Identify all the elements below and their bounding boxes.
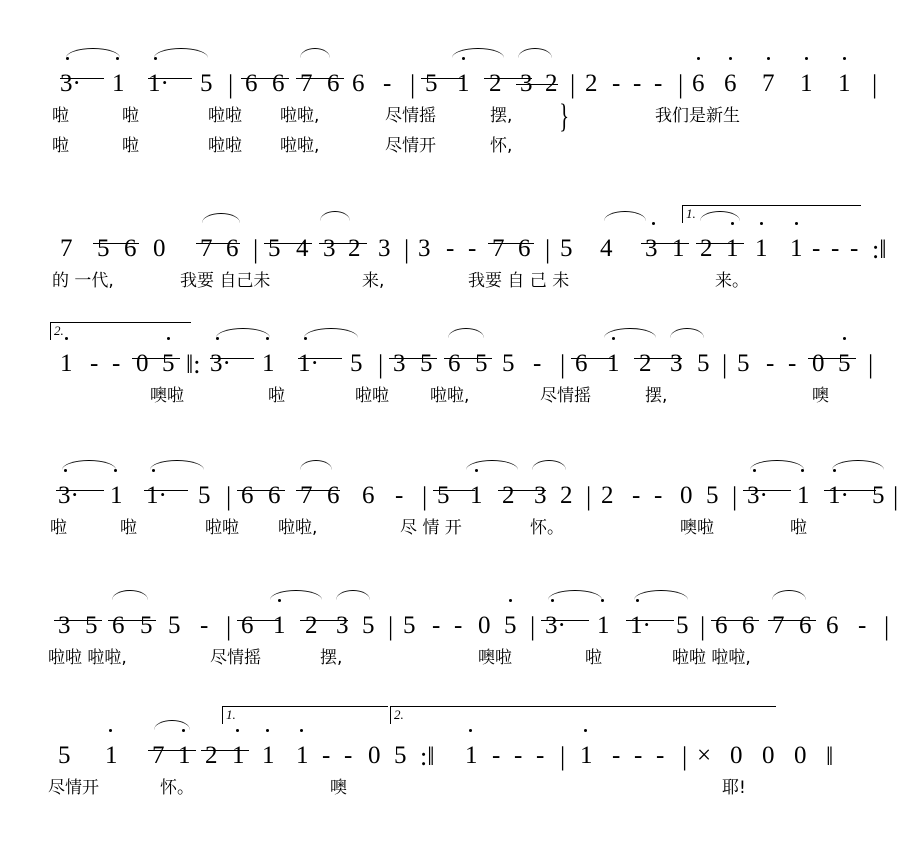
music-system-1 (0, 50, 904, 164)
note-token: 1 (457, 70, 470, 97)
note-token: - (656, 742, 665, 769)
note-token: 6 (268, 482, 281, 509)
note-token: 6 (241, 612, 254, 639)
barline: | (868, 350, 874, 379)
lyric: 啦 (52, 106, 69, 126)
note-token: 7 (200, 235, 213, 262)
note-token: 6 (826, 612, 839, 639)
note-token: 1· (298, 350, 319, 377)
lyric: 啦啦, (278, 518, 318, 538)
note-token: 0 (368, 742, 381, 769)
lyric: 啦啦 啦啦, (672, 648, 751, 668)
note-token: - (812, 235, 821, 262)
note-token: 2 (639, 350, 652, 377)
music-system-6 (0, 707, 904, 806)
note-token: 2 (305, 612, 318, 639)
note-token: 5 (140, 612, 153, 639)
note-token: 6 (362, 482, 375, 509)
volta-number: 2. (394, 707, 404, 722)
barline: | (872, 70, 878, 99)
note-token: 5 (425, 70, 438, 97)
note-token: 7 (60, 235, 73, 262)
lyrics-row-5 (0, 646, 904, 676)
note-token: 4 (296, 235, 309, 262)
barline: | (545, 235, 551, 264)
note-token: - (383, 70, 392, 97)
note-token: 3 (534, 482, 547, 509)
lyric: 尽情开 (385, 136, 436, 156)
barline: | (732, 482, 738, 511)
lyric: 啦 (52, 136, 69, 156)
note-token: 1 (60, 350, 73, 377)
lyric: 啦 (790, 518, 807, 538)
note-token: 5 (162, 350, 175, 377)
note-token: - (788, 350, 797, 377)
notes-row-5 (0, 592, 904, 646)
lyric: 啦 (50, 518, 67, 538)
barline: | (404, 235, 410, 264)
lyrics-row-3 (0, 384, 904, 414)
lyric: 摆, (645, 386, 668, 406)
lyrics-row-6 (0, 776, 904, 806)
note-token: 5 (872, 482, 885, 509)
note-token: 2 (601, 482, 614, 509)
note-token: 5 (504, 612, 517, 639)
note-token: 5 (676, 612, 689, 639)
lyric: 啦啦 (208, 106, 242, 126)
note-token: 6 (327, 70, 340, 97)
note-token: 1 (755, 235, 768, 262)
note-token: - (634, 742, 643, 769)
note-token: - (612, 70, 621, 97)
lyric-brace: } (559, 98, 570, 135)
final-barline: ‖ (826, 742, 834, 771)
note-token: 3 (645, 235, 658, 262)
note-token: 0 (730, 742, 743, 769)
note-token: 6 (112, 612, 125, 639)
note-token: 7 (762, 70, 775, 97)
note-token: 3· (545, 612, 566, 639)
note-token: 1 (607, 350, 620, 377)
note-token: - (654, 482, 663, 509)
note-token: 0 (794, 742, 807, 769)
note-token: 1 (580, 742, 593, 769)
lyric: 怀。 (160, 778, 194, 798)
note-token: 6 (448, 350, 461, 377)
note-token: - (850, 235, 859, 262)
note-token: - (492, 742, 501, 769)
note-token: - (633, 70, 642, 97)
note-token: 5 (706, 482, 719, 509)
volta-bracket-2b (390, 706, 776, 724)
barline: | (722, 350, 728, 379)
lyric: 啦啦, (280, 106, 320, 126)
note-token: 6 (124, 235, 137, 262)
lyric: 尽 情 开 (400, 518, 462, 538)
note-token: 1 (797, 482, 810, 509)
note-token: 1 (790, 235, 803, 262)
note-token: 6 (245, 70, 258, 97)
note-token: 6 (272, 70, 285, 97)
note-token: 7 (152, 742, 165, 769)
note-token: 1· (630, 612, 651, 639)
barline: | (560, 742, 566, 771)
notes-row-4 (0, 462, 904, 516)
barline: | (422, 482, 428, 511)
lyric: 我要 自己未 (180, 271, 271, 291)
lyric: 啦啦 (355, 386, 389, 406)
note-token: 6 (575, 350, 588, 377)
note-token: × (697, 742, 712, 769)
note-token: 6 (692, 70, 705, 97)
barline: | (228, 70, 234, 99)
lyric: 啦啦, (280, 136, 320, 156)
note-token: 1 (273, 612, 286, 639)
note-token: 5 (198, 482, 211, 509)
lyric: 摆, (320, 648, 343, 668)
note-token: 7 (300, 482, 313, 509)
note-token: 3 (323, 235, 336, 262)
lyric: 尽情开 (48, 778, 99, 798)
note-token: 6 (724, 70, 737, 97)
lyric: 来, (362, 271, 385, 291)
note-token: 1 (105, 742, 118, 769)
note-token: - (468, 235, 477, 262)
lyric: 噢啦 (478, 648, 512, 668)
lyric: 尽情摇 (210, 648, 261, 668)
lyric: 啦啦 (205, 518, 239, 538)
lyric: 耶! (722, 778, 746, 798)
lyrics-row-4 (0, 516, 904, 546)
lyric: 尽情摇 (540, 386, 591, 406)
note-token: 1 (112, 70, 125, 97)
note-token: 1 (110, 482, 123, 509)
note-token: 5 (85, 612, 98, 639)
lyric: 啦 (122, 106, 139, 126)
music-system-3 (0, 323, 904, 414)
note-token: 1· (146, 482, 167, 509)
lyric: 啦啦, (430, 386, 470, 406)
note-token: 7 (300, 70, 313, 97)
lyric: 啦啦 啦啦, (48, 648, 127, 668)
note-token: 0 (680, 482, 693, 509)
note-token: 3· (58, 482, 79, 509)
note-token: 3 (520, 70, 533, 97)
volta-number: 2. (54, 323, 64, 338)
note-token: 3 (58, 612, 71, 639)
note-token: - (766, 350, 775, 377)
note-token: 1 (232, 742, 245, 769)
lyric: 我要 自 己 未 (468, 271, 570, 291)
note-token: 6 (327, 482, 340, 509)
note-token: - (446, 235, 455, 262)
volta-bracket-1b (222, 706, 388, 724)
lyric: 来。 (715, 271, 749, 291)
note-token: 1 (726, 235, 739, 262)
note-token: - (612, 742, 621, 769)
lyrics-row-2 (0, 269, 904, 299)
note-token: 2 (700, 235, 713, 262)
volta-number: 1. (686, 206, 696, 221)
note-token: 5 (97, 235, 110, 262)
note-token: 6 (715, 612, 728, 639)
note-token: 5 (437, 482, 450, 509)
lyric: 啦 (120, 518, 137, 538)
note-token: 2 (545, 70, 558, 97)
lyric: 噢 (330, 778, 347, 798)
note-token: 4 (600, 235, 613, 262)
note-token: 5 (394, 742, 407, 769)
barline: | (410, 70, 416, 99)
note-token: 3· (747, 482, 768, 509)
note-token: 1· (148, 70, 169, 97)
note-token: - (322, 742, 331, 769)
note-token: 6 (226, 235, 239, 262)
note-token: 0 (812, 350, 825, 377)
barline: | (678, 70, 684, 99)
notes-row-1 (0, 50, 904, 104)
note-token: 3 (336, 612, 349, 639)
note-token: - (831, 235, 840, 262)
lyric: 噢 (812, 386, 829, 406)
note-token: 1 (597, 612, 610, 639)
lyric: 摆, (490, 106, 513, 126)
barline: | (378, 350, 384, 379)
note-token: 1 (262, 350, 275, 377)
note-token: 1· (828, 482, 849, 509)
lyric: 噢啦 (680, 518, 714, 538)
barline: | (884, 612, 890, 641)
note-token: 5 (502, 350, 515, 377)
note-token: 5 (58, 742, 71, 769)
note-token: 3 (418, 235, 431, 262)
note-token: 1 (470, 482, 483, 509)
note-token: 1 (262, 742, 275, 769)
note-token: 5 (168, 612, 181, 639)
note-token: 1 (178, 742, 191, 769)
barline: | (682, 742, 688, 771)
note-token: 7 (772, 612, 785, 639)
lyric: 啦 (268, 386, 285, 406)
lyric: 尽情摇 (385, 106, 436, 126)
lyric: 怀, (490, 136, 513, 156)
note-token: 3· (60, 70, 81, 97)
barline: | (530, 612, 536, 641)
barline: | (586, 482, 592, 511)
note-token: 3 (393, 350, 406, 377)
note-token: 5 (737, 350, 750, 377)
note-token: 2 (348, 235, 361, 262)
barline: | (226, 612, 232, 641)
note-token: - (90, 350, 99, 377)
repeat-end-barline-2: :‖ (420, 742, 435, 771)
lyric: 怀。 (530, 518, 564, 538)
barline: | (893, 482, 899, 511)
note-token: - (632, 482, 641, 509)
note-token: 7 (492, 235, 505, 262)
note-token: 3 (378, 235, 391, 262)
lyric: 噢啦 (150, 386, 184, 406)
note-token: - (514, 742, 523, 769)
note-token: 3 (670, 350, 683, 377)
note-token: - (454, 612, 463, 639)
barline: | (570, 70, 576, 99)
note-token: 5 (475, 350, 488, 377)
repeat-start-barline: ‖: (186, 350, 201, 379)
note-token: 6 (352, 70, 365, 97)
notes-row-2 (0, 206, 904, 269)
note-token: - (536, 742, 545, 769)
note-token: 6 (742, 612, 755, 639)
repeat-end-barline: :‖ (872, 235, 887, 264)
note-token: 5 (362, 612, 375, 639)
note-token: 6 (241, 482, 254, 509)
note-token: 6 (518, 235, 531, 262)
note-token: 5 (350, 350, 363, 377)
barline: | (226, 482, 232, 511)
barline: | (253, 235, 259, 264)
note-token: - (112, 350, 121, 377)
note-token: 1 (800, 70, 813, 97)
lyric: 啦 (122, 136, 139, 156)
lyrics-row-1a (0, 98, 904, 135)
lyric: 我们是新生 (655, 106, 740, 126)
note-token: 2 (560, 482, 573, 509)
barline: | (700, 612, 706, 641)
note-token: 5 (560, 235, 573, 262)
note-token: 1 (296, 742, 309, 769)
lyric: 啦啦 (208, 136, 242, 156)
note-token: 0 (762, 742, 775, 769)
note-token: 5 (838, 350, 851, 377)
note-token: 3· (210, 350, 231, 377)
note-token: 1 (465, 742, 478, 769)
music-system-4 (0, 462, 904, 546)
note-token: 5 (200, 70, 213, 97)
note-token: 1 (672, 235, 685, 262)
note-token: - (395, 482, 404, 509)
notes-row-3 (0, 323, 904, 384)
note-token: 5 (420, 350, 433, 377)
note-token: - (533, 350, 542, 377)
note-token: 2 (489, 70, 502, 97)
note-token: 5 (268, 235, 281, 262)
lyric: 的 一代, (52, 271, 114, 291)
note-token: 0 (153, 235, 166, 262)
music-system-5 (0, 592, 904, 676)
barline: | (388, 612, 394, 641)
note-token: - (200, 612, 209, 639)
note-token: - (344, 742, 353, 769)
note-token: 6 (799, 612, 812, 639)
note-token: 2 (502, 482, 515, 509)
note-token: 2 (585, 70, 598, 97)
note-token: 5 (403, 612, 416, 639)
lyrics-row-1b (0, 134, 904, 164)
note-token: - (654, 70, 663, 97)
note-token: 0 (478, 612, 491, 639)
note-token: - (858, 612, 867, 639)
note-token: 2 (205, 742, 218, 769)
note-token: 5 (697, 350, 710, 377)
volta-number: 1. (226, 707, 236, 722)
barline: | (560, 350, 566, 379)
notes-row-6 (0, 707, 904, 776)
lyric: 啦 (585, 648, 602, 668)
music-system-2 (0, 206, 904, 299)
note-token: 0 (136, 350, 149, 377)
note-token: 1 (838, 70, 851, 97)
note-token: - (432, 612, 441, 639)
